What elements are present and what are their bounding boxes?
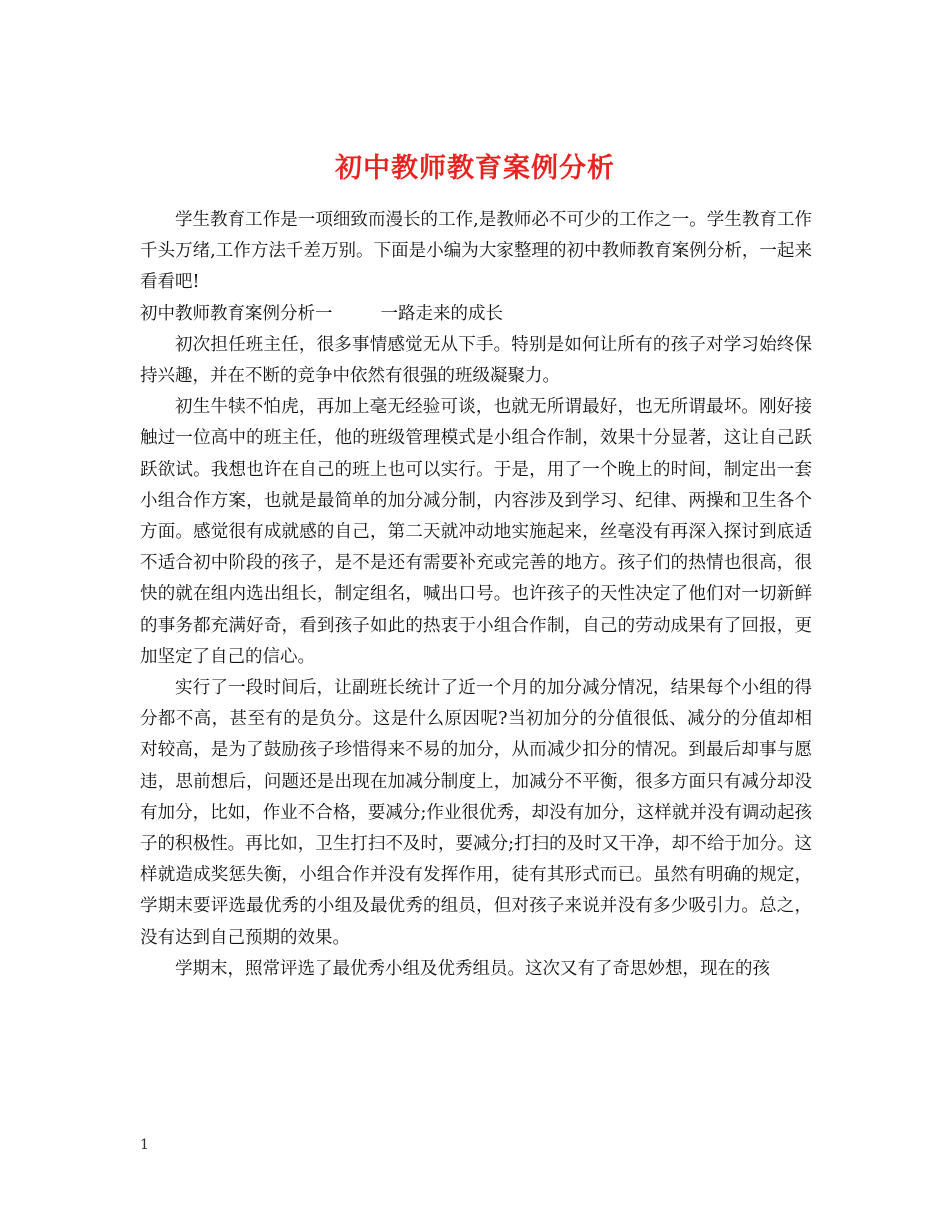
document-title: 初中教师教育案例分析 bbox=[335, 153, 615, 185]
section-heading-label: 初中教师教育案例分析一 bbox=[140, 303, 333, 324]
body-paragraph: 初生牛犊不怕虎，再加上毫无经验可谈，也就无所谓最好，也无所谓最坏。刚好接触过一位高中的班主任，他的班级管理模式是小组合作制，效果十分显著，这让自己跃跃欲试。我想也许在自己的班上也可以实行。于是，用了一个晚上的时间，制定出一套小组合作方案，也就是最简单的加分减分制，内容涉及到学习、纪律、两操和卫生各个方面。感觉很有成就感的自己，第二天就冲动地实施起来，丝毫没有再深入探讨到底适不适合初中阶段的孩子，是不是还有需要补充或完善的地方。孩子们的热情也很高，很快的就在组内选出组长，制定组名，喊出口号。也许孩子的天性决定了他们对一切新鲜的事务都充满好奇，看到孩子如此的热衷于小组合作制，自己的劳动成果有了回报，更加坚定了自己的信心。 bbox=[140, 397, 812, 667]
body-paragraph: 学期末，照常评选了最优秀小组及优秀组员。这次又有了奇思妙想，现在的孩 bbox=[175, 958, 770, 979]
section-heading bbox=[140, 299, 812, 330]
intro-paragraph: 学生教育工作是一项细致而漫长的工作,是教师必不可少的工作之一。学生教育工作千头万绪,工作方法千差万别。下面是小编为大家整理的初中教师教育案例分析，一起来看看吧! bbox=[140, 210, 812, 293]
section-heading-subtitle: 一路走来的成长 bbox=[380, 303, 503, 324]
body-paragraph: 初次担任班主任，很多事情感觉无从下手。特别是如何让所有的孩子对学习始终保持兴趣，并在不断的竞争中依然有很强的班级凝聚力。 bbox=[140, 334, 812, 387]
page-number: 1 bbox=[140, 1137, 149, 1153]
document-body bbox=[140, 205, 812, 985]
body-paragraph: 实行了一段时间后，让副班长统计了近一个月的加分减分情况，结果每个小组的得分都不高，甚至有的是负分。这是什么原因呢?当初加分的分值很低、减分的分值却相对较高，是为了鼓励孩子珍惜得来不易的加分，从而减少扣分的情况。到最后却事与愿违，思前想后，问题还是出现在加减分制度上，加减分不平衡，很多方面只有减分却没有加分，比如，作业不合格，要减分;作业很优秀，却没有加分，这样就并没有调动起孩子的积极性。再比如，卫生打扫不及时，要减分;打扫的及时又干净，却不给于加分。这样就造成奖惩失衡，小组合作并没有发挥作用，徒有其形式而已。虽然有明确的规定，学期末要评选最优秀的小组及最优秀的组员，但对孩子来说并没有多少吸引力。总之，没有达到自己预期的效果。 bbox=[140, 678, 812, 948]
